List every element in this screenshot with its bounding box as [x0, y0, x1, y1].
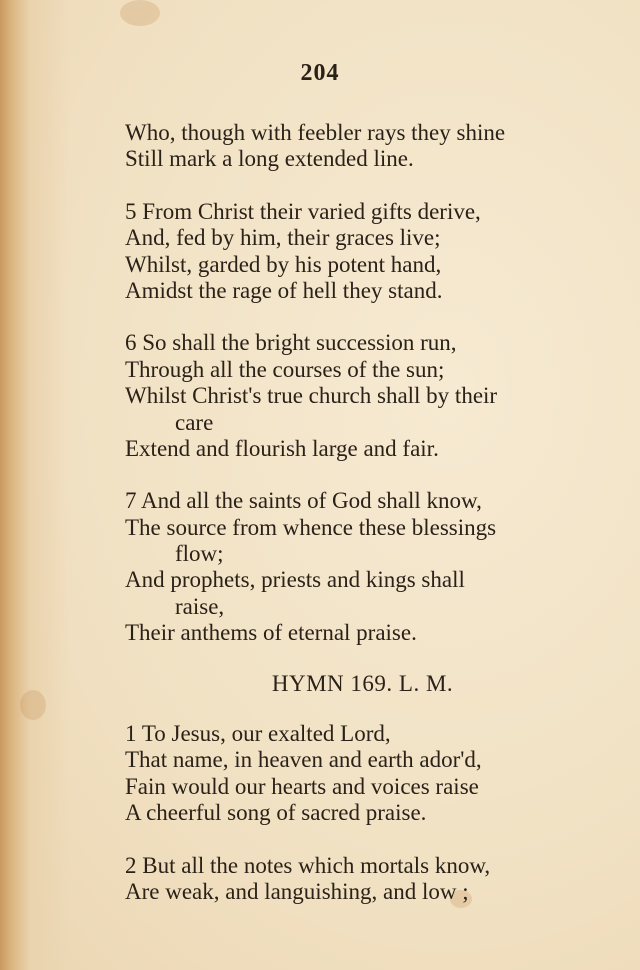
verse-line: 5 From Christ their varied gifts derive,	[125, 198, 481, 224]
verse-line: The source from whence these blessings	[125, 514, 497, 540]
verse-line: Through all the courses of the sun;	[125, 356, 445, 382]
verse-line: 1 To Jesus, our exalted Lord,	[125, 721, 391, 747]
verse-line: Who, though with feebler rays they shine	[125, 120, 506, 145]
verse-line: Still mark a long extended line.	[125, 146, 414, 172]
verse-line: A cheerful song of sacred praise.	[125, 800, 427, 826]
verse-line: Extend and flourish large and fair.	[125, 435, 439, 461]
hymn-text	[125, 120, 605, 931]
stanza	[125, 199, 605, 305]
stanza	[125, 120, 605, 173]
hymn-heading: HYMN 169. L. M.	[271, 670, 454, 696]
verse-line: raise,	[175, 593, 225, 619]
verse-line: Amidst the rage of hell they stand.	[125, 277, 443, 303]
verse-line: 7 And all the saints of God shall know,	[125, 488, 482, 514]
stanzas-after	[125, 721, 605, 905]
verse-line: care	[175, 409, 214, 435]
verse-line: That name, in heaven and earth ador'd,	[125, 747, 482, 773]
verse-line: And, fed by him, their graces live;	[125, 225, 441, 251]
stanza	[125, 488, 605, 646]
verse-line: Their anthems of eternal praise.	[125, 620, 417, 646]
verse-line: 6 So shall the bright succession run,	[125, 330, 457, 356]
verse-line: 2 But all the notes which mortals know,	[125, 852, 491, 878]
paper-stain	[20, 690, 46, 720]
stanza	[125, 853, 605, 906]
stanzas-before	[125, 120, 605, 647]
verse-line: Whilst Christ's true church shall by their	[125, 383, 498, 409]
stanza	[125, 721, 605, 827]
verse-line: Whilst, garded by his potent hand,	[125, 251, 442, 277]
page-number: 204	[300, 60, 340, 86]
stanza	[125, 330, 605, 462]
verse-line: Fain would our hearts and voices raise	[125, 773, 479, 799]
paper-stain	[120, 0, 160, 26]
verse-line: And prophets, priests and kings shall	[125, 567, 465, 593]
verse-line: Are weak, and languishing, and low ;	[125, 879, 469, 904]
verse-line: flow;	[175, 541, 224, 567]
